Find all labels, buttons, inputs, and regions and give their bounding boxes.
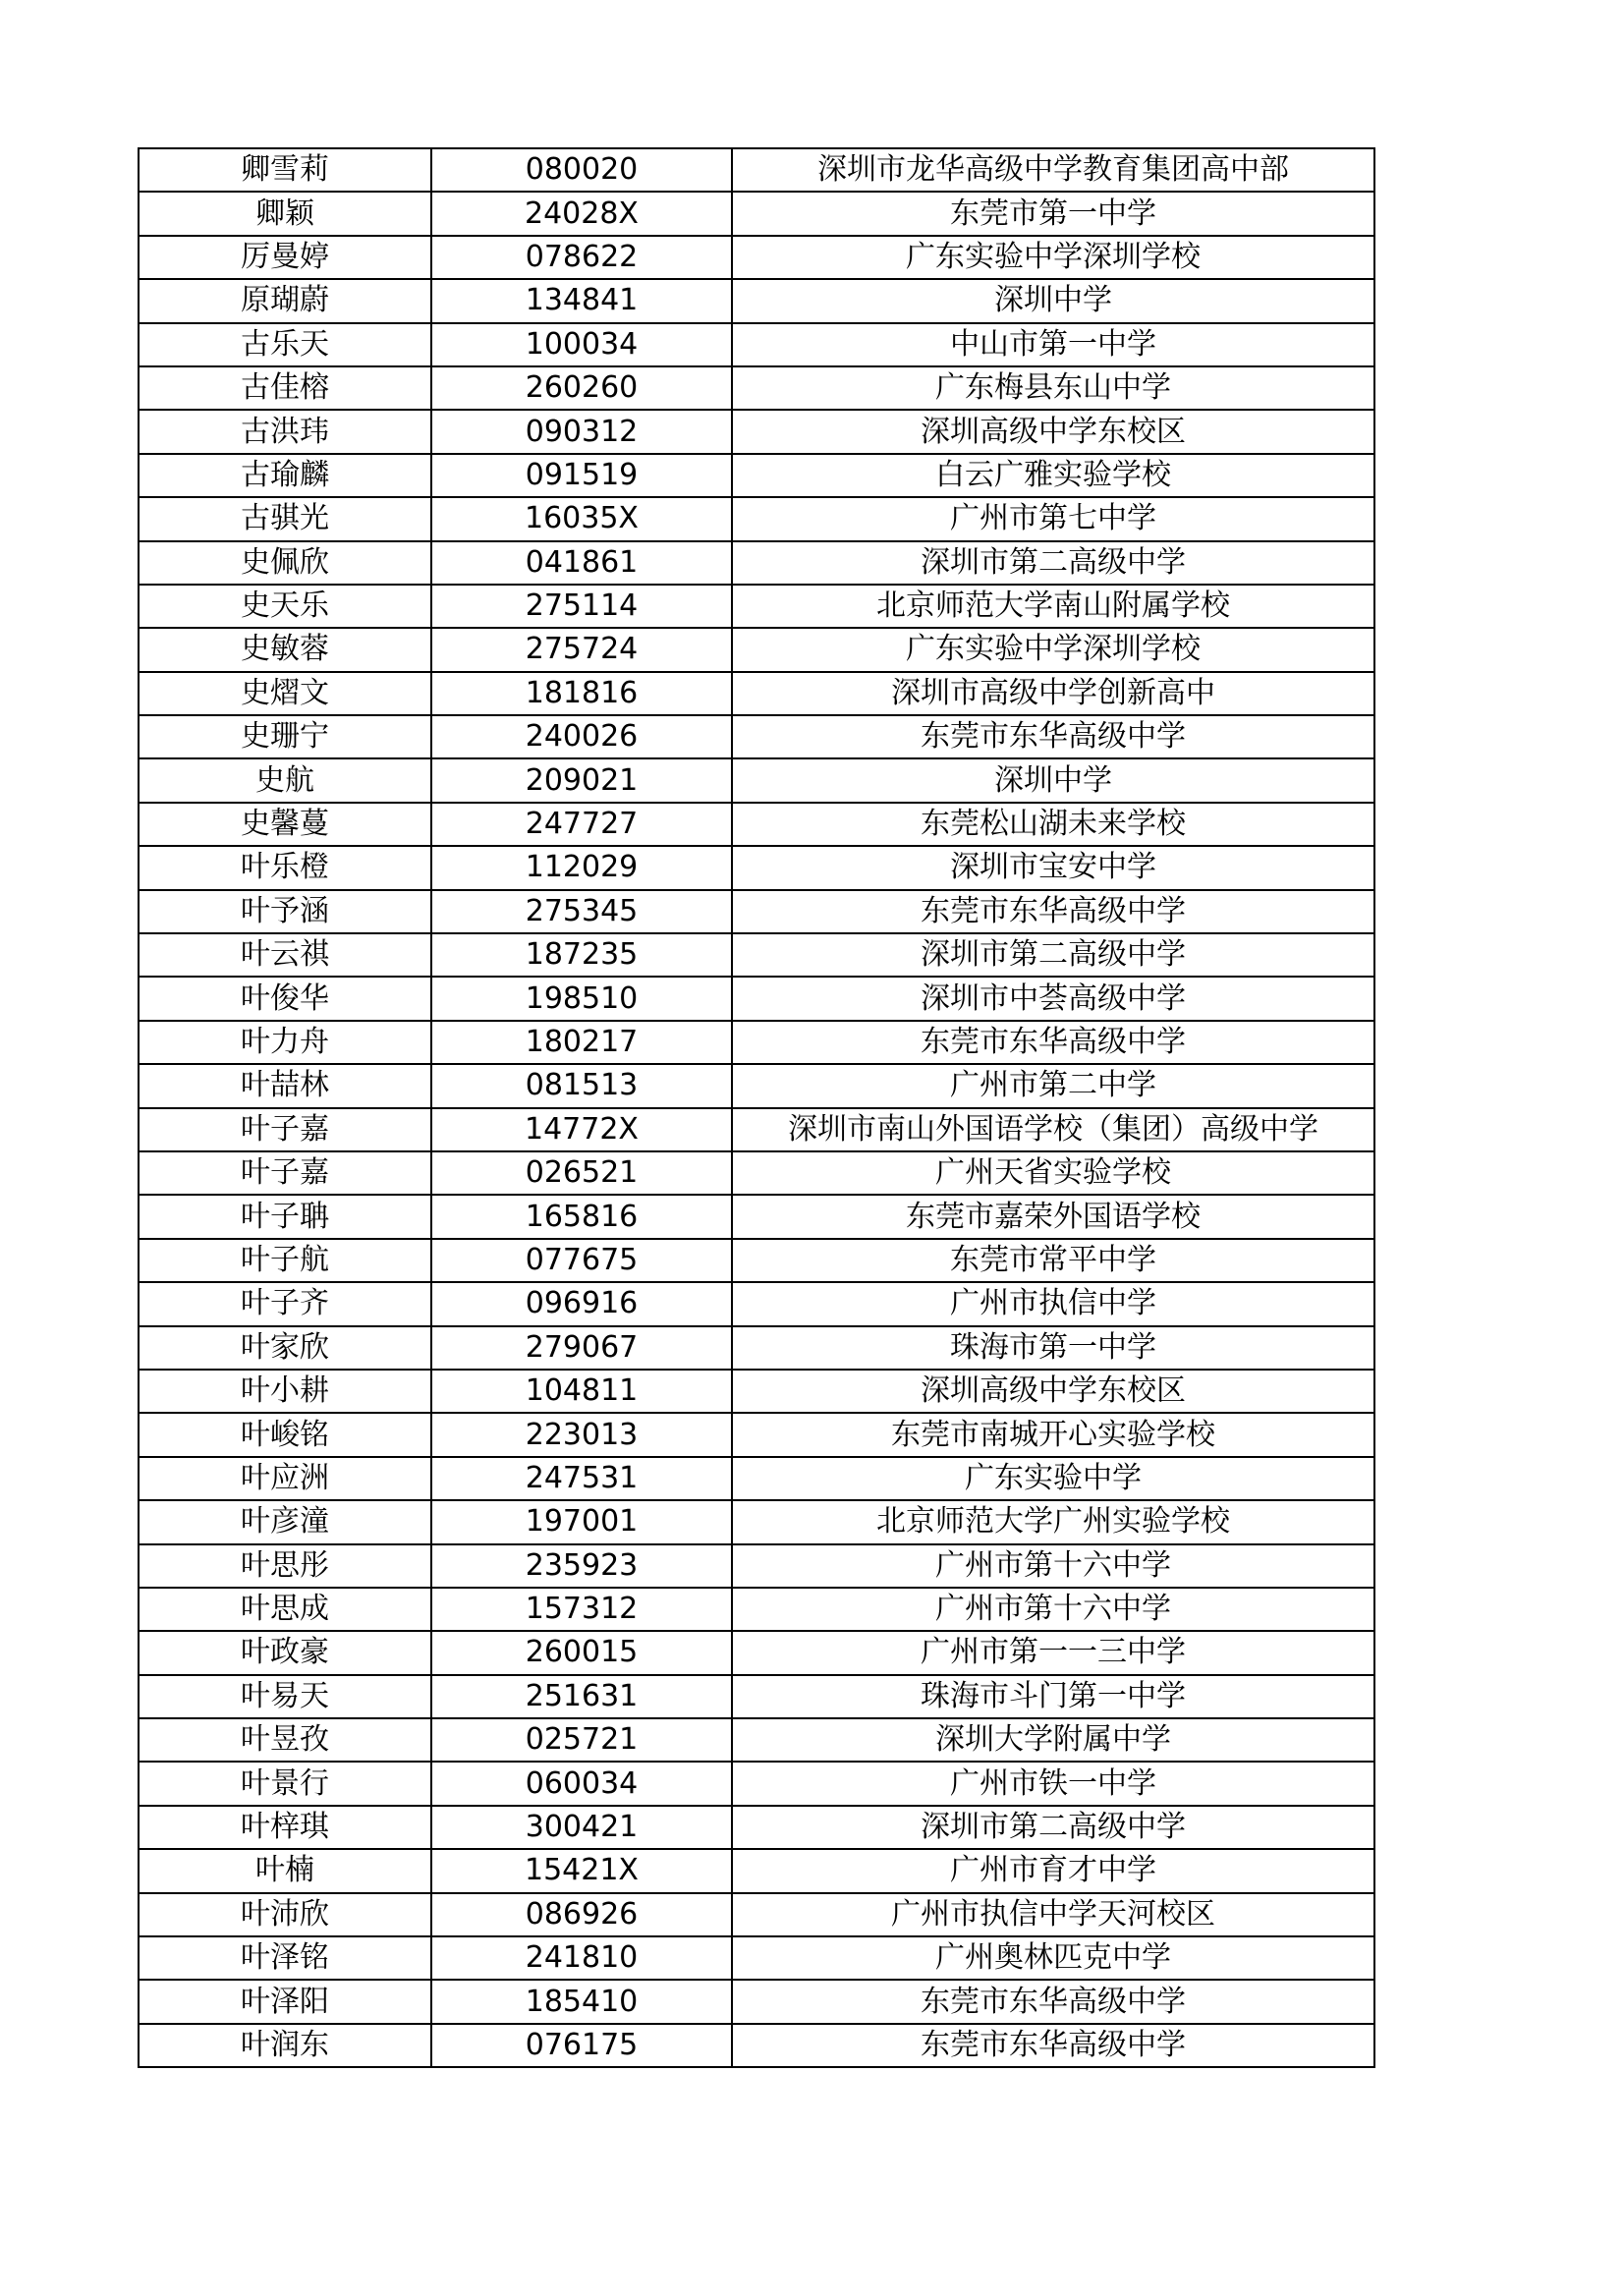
school-name: 广东实验中学: [732, 1457, 1374, 1500]
table-row: [139, 933, 1374, 977]
school-name: 广州市第十六中学: [732, 1544, 1374, 1588]
student-id: 187235: [431, 933, 732, 977]
student-id: 275345: [431, 890, 732, 933]
school-name: 东莞市嘉荣外国语学校: [732, 1195, 1374, 1238]
school-name: 深圳市南山外国语学校（集团）高级中学: [732, 1108, 1374, 1151]
school-name: 北京师范大学南山附属学校: [732, 585, 1374, 628]
student-name: 叶景行: [139, 1762, 431, 1805]
student-id: 091519: [431, 454, 732, 497]
school-name: 东莞市东华高级中学: [732, 890, 1374, 933]
table-row: [139, 1675, 1374, 1718]
table-row: [139, 1457, 1374, 1500]
table-row: [139, 715, 1374, 758]
table-row: [139, 1849, 1374, 1892]
student-name: 叶子航: [139, 1239, 431, 1282]
student-id: 197001: [431, 1500, 732, 1543]
table-row: [139, 366, 1374, 410]
school-name: 广州市铁一中学: [732, 1762, 1374, 1805]
student-table: [138, 147, 1375, 2068]
school-name: 珠海市第一中学: [732, 1326, 1374, 1370]
student-name: 史馨蔓: [139, 803, 431, 846]
student-id: 260015: [431, 1631, 732, 1674]
student-name: 史佩欣: [139, 541, 431, 585]
school-name: 深圳市宝安中学: [732, 846, 1374, 889]
table-row: [139, 1588, 1374, 1631]
table-row: [139, 977, 1374, 1020]
student-id: 100034: [431, 323, 732, 366]
student-id: 198510: [431, 977, 732, 1020]
student-id: 185410: [431, 1980, 732, 2023]
table-row: [139, 585, 1374, 628]
school-name: 东莞市东华高级中学: [732, 715, 1374, 758]
student-name: 史珊宁: [139, 715, 431, 758]
table-row: [139, 890, 1374, 933]
student-name: 卿颖: [139, 192, 431, 235]
student-id: 14772X: [431, 1108, 732, 1151]
student-id: 260260: [431, 366, 732, 410]
student-id: 076175: [431, 2024, 732, 2067]
student-name: 叶思彤: [139, 1544, 431, 1588]
student-id: 251631: [431, 1675, 732, 1718]
student-id: 247531: [431, 1457, 732, 1500]
table-row: [139, 672, 1374, 715]
student-name: 叶子聃: [139, 1195, 431, 1238]
school-name: 广州奥林匹克中学: [732, 1936, 1374, 1980]
student-id: 240026: [431, 715, 732, 758]
student-name: 叶泽铭: [139, 1936, 431, 1980]
school-name: 广州市第十六中学: [732, 1588, 1374, 1631]
student-name: 古洪玮: [139, 410, 431, 453]
table-row: [139, 148, 1374, 192]
student-name: 叶政豪: [139, 1631, 431, 1674]
table-row: [139, 497, 1374, 540]
table-row: [139, 1980, 1374, 2023]
table-row: [139, 1282, 1374, 1325]
table-row: [139, 410, 1374, 453]
student-id: 181816: [431, 672, 732, 715]
student-id: 235923: [431, 1544, 732, 1588]
school-name: 深圳大学附属中学: [732, 1718, 1374, 1762]
table-row: [139, 1936, 1374, 1980]
table-row: [139, 1239, 1374, 1282]
school-name: 深圳中学: [732, 279, 1374, 322]
student-id: 279067: [431, 1326, 732, 1370]
table-row: [139, 1500, 1374, 1543]
table-row: [139, 1064, 1374, 1107]
document-sheet: [138, 147, 1373, 2068]
student-id: 300421: [431, 1806, 732, 1849]
student-id: 078622: [431, 236, 732, 279]
table-row: [139, 758, 1374, 802]
student-name: 叶予涵: [139, 890, 431, 933]
student-name: 史天乐: [139, 585, 431, 628]
school-name: 广州市育才中学: [732, 1849, 1374, 1892]
school-name: 深圳市第二高级中学: [732, 541, 1374, 585]
student-name: 叶乐橙: [139, 846, 431, 889]
school-name: 深圳市龙华高级中学教育集团高中部: [732, 148, 1374, 192]
table-row: [139, 1718, 1374, 1762]
school-name: 广州市执信中学天河校区: [732, 1893, 1374, 1936]
table-row: [139, 1413, 1374, 1456]
school-name: 东莞市东华高级中学: [732, 1980, 1374, 2023]
table-row: [139, 2024, 1374, 2067]
student-id: 209021: [431, 758, 732, 802]
student-name: 叶沛欣: [139, 1893, 431, 1936]
student-id: 096916: [431, 1282, 732, 1325]
student-name: 叶彦潼: [139, 1500, 431, 1543]
school-name: 中山市第一中学: [732, 323, 1374, 366]
student-name: 叶小耕: [139, 1370, 431, 1413]
school-name: 广东实验中学深圳学校: [732, 628, 1374, 671]
school-name: 深圳高级中学东校区: [732, 1370, 1374, 1413]
student-name: 史敏蓉: [139, 628, 431, 671]
student-id: 090312: [431, 410, 732, 453]
student-id: 15421X: [431, 1849, 732, 1892]
table-row: [139, 1544, 1374, 1588]
student-name: 叶思成: [139, 1588, 431, 1631]
student-name: 古骐光: [139, 497, 431, 540]
student-id: 104811: [431, 1370, 732, 1413]
student-id: 025721: [431, 1718, 732, 1762]
student-id: 165816: [431, 1195, 732, 1238]
table-row: [139, 1631, 1374, 1674]
school-name: 东莞市南城开心实验学校: [732, 1413, 1374, 1456]
student-name: 叶云祺: [139, 933, 431, 977]
student-id: 275724: [431, 628, 732, 671]
table-row: [139, 1021, 1374, 1064]
student-id: 041861: [431, 541, 732, 585]
student-name: 叶峻铭: [139, 1413, 431, 1456]
table-row: [139, 1326, 1374, 1370]
student-id: 157312: [431, 1588, 732, 1631]
student-id: 134841: [431, 279, 732, 322]
student-name: 叶子嘉: [139, 1108, 431, 1151]
school-name: 深圳市中荟高级中学: [732, 977, 1374, 1020]
table-row: [139, 1195, 1374, 1238]
table-row: [139, 1762, 1374, 1805]
student-name: 叶俊华: [139, 977, 431, 1020]
table-row: [139, 1893, 1374, 1936]
student-name: 厉曼婷: [139, 236, 431, 279]
school-name: 深圳中学: [732, 758, 1374, 802]
student-id: 180217: [431, 1021, 732, 1064]
student-id: 16035X: [431, 497, 732, 540]
student-name: 叶应洲: [139, 1457, 431, 1500]
school-name: 深圳市高级中学创新高中: [732, 672, 1374, 715]
student-id: 24028X: [431, 192, 732, 235]
table-row: [139, 628, 1374, 671]
table-row: [139, 1151, 1374, 1195]
table-row: [139, 454, 1374, 497]
school-name: 东莞市第一中学: [732, 192, 1374, 235]
student-name: 叶子齐: [139, 1282, 431, 1325]
school-name: 深圳高级中学东校区: [732, 410, 1374, 453]
student-name: 叶楠: [139, 1849, 431, 1892]
student-name: 古佳榕: [139, 366, 431, 410]
school-name: 东莞市东华高级中学: [732, 2024, 1374, 2067]
student-name: 叶喆林: [139, 1064, 431, 1107]
student-id: 247727: [431, 803, 732, 846]
school-name: 广东实验中学深圳学校: [732, 236, 1374, 279]
school-name: 北京师范大学广州实验学校: [732, 1500, 1374, 1543]
student-name: 叶子嘉: [139, 1151, 431, 1195]
table-row: [139, 1806, 1374, 1849]
student-name: 叶昱孜: [139, 1718, 431, 1762]
school-name: 广东梅县东山中学: [732, 366, 1374, 410]
school-name: 广州市第一一三中学: [732, 1631, 1374, 1674]
student-name: 古乐天: [139, 323, 431, 366]
student-id: 081513: [431, 1064, 732, 1107]
student-name: 古瑜麟: [139, 454, 431, 497]
student-name: 史熠文: [139, 672, 431, 715]
table-body: [139, 148, 1374, 2067]
school-name: 广州市执信中学: [732, 1282, 1374, 1325]
student-name: 叶易天: [139, 1675, 431, 1718]
student-name: 卿雪莉: [139, 148, 431, 192]
table-row: [139, 1370, 1374, 1413]
student-id: 112029: [431, 846, 732, 889]
student-name: 叶力舟: [139, 1021, 431, 1064]
table-row: [139, 323, 1374, 366]
school-name: 广州市第二中学: [732, 1064, 1374, 1107]
student-name: 叶梓琪: [139, 1806, 431, 1849]
table-row: [139, 1108, 1374, 1151]
table-row: [139, 846, 1374, 889]
student-id: 080020: [431, 148, 732, 192]
student-id: 077675: [431, 1239, 732, 1282]
school-name: 东莞市东华高级中学: [732, 1021, 1374, 1064]
student-id: 086926: [431, 1893, 732, 1936]
student-id: 223013: [431, 1413, 732, 1456]
student-id: 026521: [431, 1151, 732, 1195]
school-name: 广州市第七中学: [732, 497, 1374, 540]
school-name: 白云广雅实验学校: [732, 454, 1374, 497]
student-id: 241810: [431, 1936, 732, 1980]
student-name: 史航: [139, 758, 431, 802]
school-name: 东莞松山湖未来学校: [732, 803, 1374, 846]
student-name: 原瑚蔚: [139, 279, 431, 322]
table-row: [139, 279, 1374, 322]
student-id: 275114: [431, 585, 732, 628]
student-id: 060034: [431, 1762, 732, 1805]
table-row: [139, 192, 1374, 235]
table-row: [139, 803, 1374, 846]
school-name: 深圳市第二高级中学: [732, 1806, 1374, 1849]
student-name: 叶家欣: [139, 1326, 431, 1370]
school-name: 深圳市第二高级中学: [732, 933, 1374, 977]
school-name: 珠海市斗门第一中学: [732, 1675, 1374, 1718]
table-row: [139, 236, 1374, 279]
student-name: 叶润东: [139, 2024, 431, 2067]
table-row: [139, 541, 1374, 585]
student-name: 叶泽阳: [139, 1980, 431, 2023]
school-name: 东莞市常平中学: [732, 1239, 1374, 1282]
school-name: 广州天省实验学校: [732, 1151, 1374, 1195]
